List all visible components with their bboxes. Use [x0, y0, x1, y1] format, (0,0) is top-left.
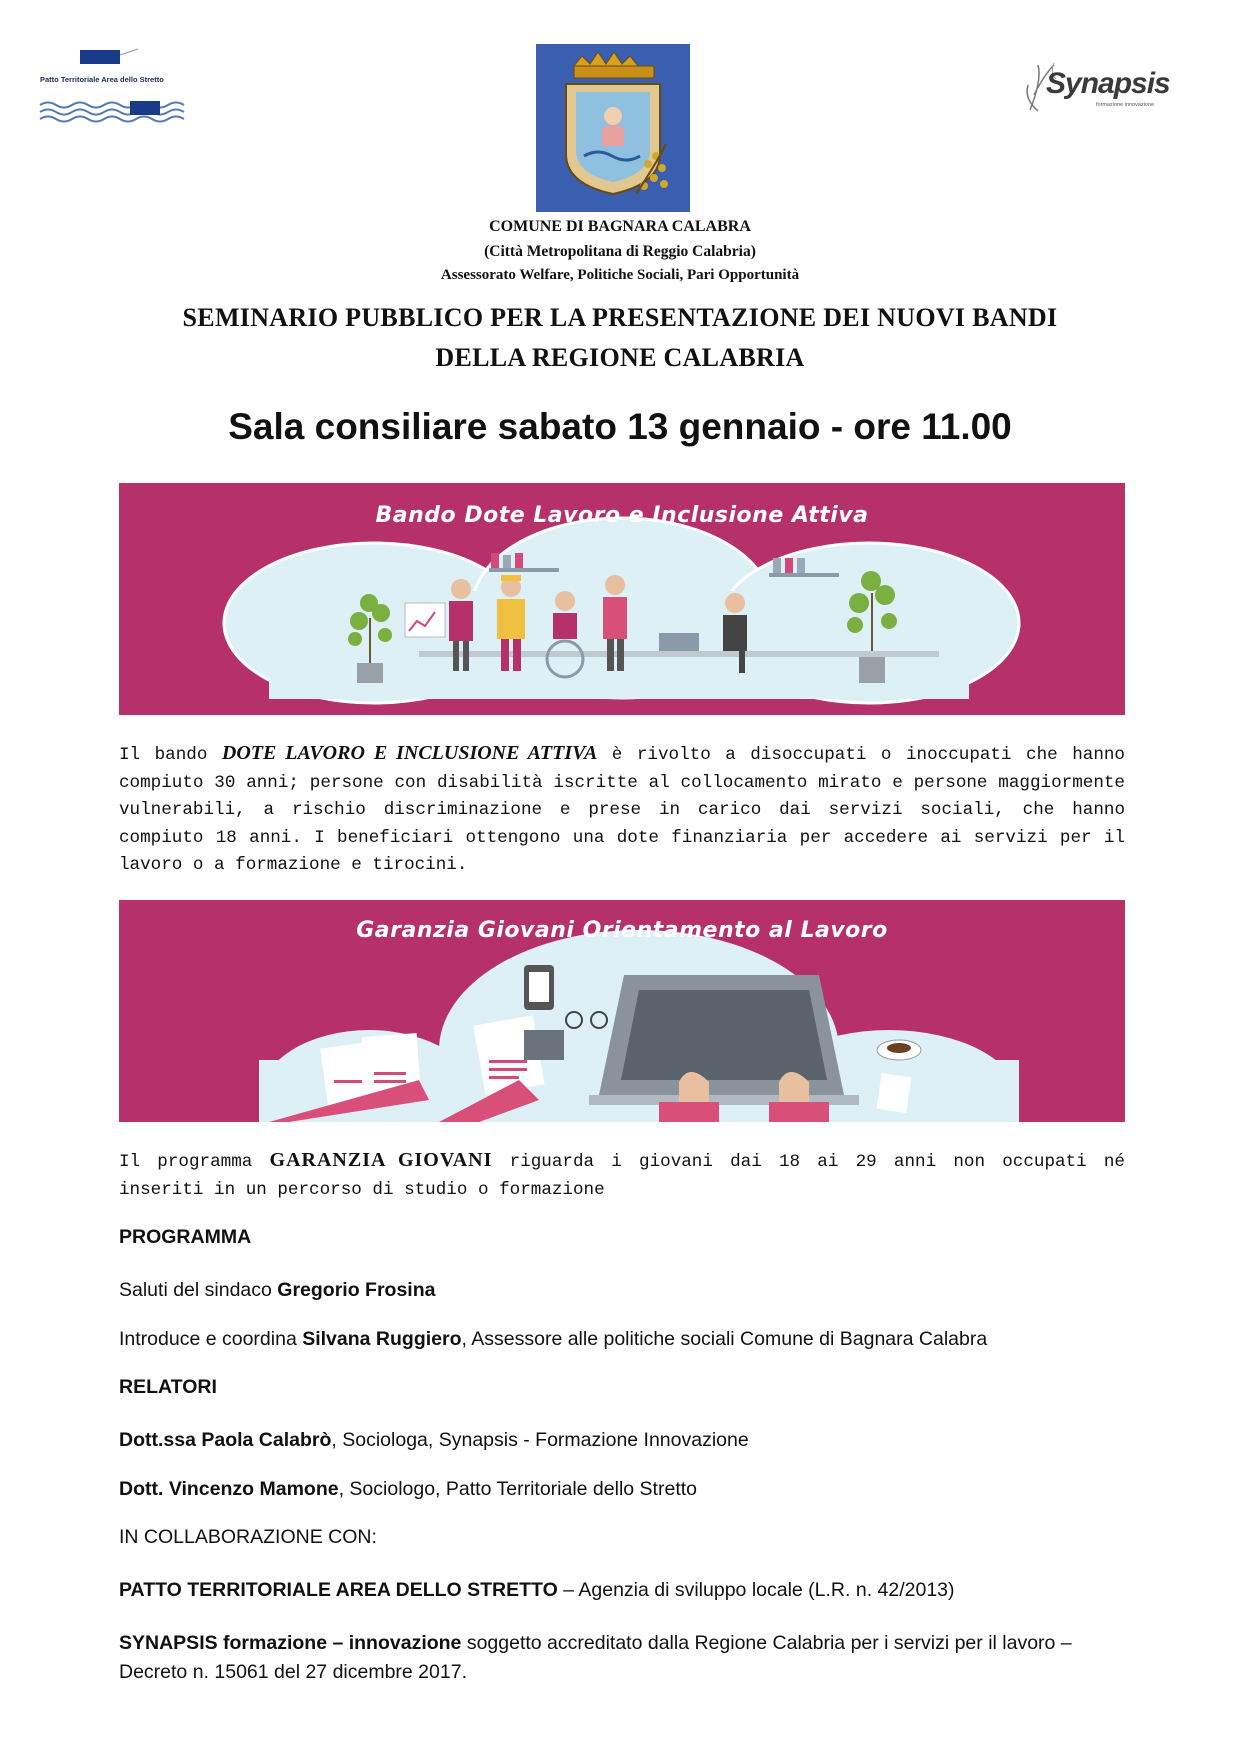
partner-1-name: PATTO TERRITORIALE AREA DELLO STRETTO: [119, 1579, 558, 1601]
intro-line: [119, 1328, 1129, 1351]
para1-prefix: Il bando: [119, 745, 222, 765]
speaker-2-role: , Sociologo, Patto Territoriale dello Stretto: [338, 1478, 697, 1500]
partner-1: [119, 1579, 1129, 1602]
relatori-heading: RELATORI: [119, 1376, 217, 1398]
collaborazione-heading: IN COLLABORAZIONE CON:: [119, 1526, 377, 1548]
para2-rest: riguarda i giovani dai 18 ai 29 anni non occupati né inseriti in un percorso di studio o formazione: [119, 1152, 1125, 1200]
speaker-1: [119, 1429, 1129, 1452]
patto-logo-text: Patto Territoriale Area dello Stretto: [40, 75, 164, 84]
banner-garanzia-giovani: [119, 900, 1125, 1122]
speaker-1-role: , Sociologa, Synapsis - Formazione Innovazione: [331, 1429, 749, 1451]
laptop: [589, 975, 859, 1105]
banner-dote-lavoro-title: Bando Dote Lavoro e Inclusione Attiva: [375, 503, 869, 528]
partner-2-name: SYNAPSIS formazione – innovazione: [119, 1632, 462, 1654]
partner-2-decree: Decreto n. 15061 del 27 dicembre 2017.: [119, 1661, 467, 1683]
synapsis-logo-sub: formazione innovazione: [1096, 102, 1155, 108]
municipality-name: COMUNE DI BAGNARA CALABRA: [489, 218, 751, 235]
bagnara-crest: [536, 44, 690, 212]
greeting-line: [119, 1279, 1129, 1302]
partner-2-rest: soggetto accreditato dalla Regione Calabria per i servizi per il lavoro –: [461, 1632, 1072, 1654]
venue-datetime: Sala consiliare sabato 13 gennaio - ore 11.00: [228, 406, 1012, 447]
banner-dote-lavoro: [119, 483, 1125, 715]
mayor-name: Gregorio Frosina: [277, 1279, 436, 1301]
speaker-2-name: Dott. Vincenzo Mamone: [119, 1478, 339, 1500]
seminar-title-line2: DELLA REGIONE CALABRIA: [435, 343, 805, 372]
calculator: [524, 1030, 564, 1060]
metro-city: (Città Metropolitana di Reggio Calabria): [484, 243, 756, 260]
greeting-prefix: Saluti del sindaco: [119, 1279, 278, 1301]
synapsis-logo: [1020, 55, 1175, 125]
speaker-1-name: Dott.ssa Paola Calabrò: [119, 1429, 332, 1451]
partner-1-rest: – Agenzia di sviluppo locale (L.R. n. 42/2013): [557, 1579, 955, 1601]
patto-territoriale-logo: [38, 45, 208, 130]
para2-prefix: Il programma: [119, 1152, 270, 1172]
intro-prefix: Introduce e coordina: [119, 1328, 303, 1350]
partner-2: [119, 1632, 1129, 1655]
para1-rest: è rivolto a disoccupati o inoccupati che hanno compiuto 30 anni; persone con disabilità iscritte al collocamento mirato e persone maggiormente vulnerabili, a rischio discriminazione e prese in carico dai servizi sociali, che hanno compiuto 18 anni. I beneficiari ottengono una dote finanziaria per accedere ai servizi per il lavoro o a formazione e tirocini.: [119, 745, 1125, 875]
banner-garanzia-giovani-title: Garanzia Giovani Orientamento al Lavoro: [356, 918, 888, 943]
intro-rest: , Assessore alle politiche sociali Comune di Bagnara Calabra: [461, 1328, 988, 1350]
seminar-title-line1: SEMINARIO PUBBLICO PER LA PRESENTAZIONE DEI NUOVI BANDI: [182, 303, 1058, 332]
dote-lavoro-description: [119, 740, 1125, 880]
coordinator-name: Silvana Ruggiero: [302, 1328, 462, 1350]
speaker-2: [119, 1478, 1129, 1501]
programma-heading: PROGRAMMA: [119, 1226, 252, 1248]
synapsis-logo-text: Synapsis: [1046, 67, 1170, 100]
department: Assessorato Welfare, Politiche Sociali, Pari Opportunità: [440, 267, 800, 283]
garanzia-giovani-description: [119, 1147, 1125, 1204]
para1-emphasis: DOTE LAVORO E INCLUSIONE ATTIVA: [221, 742, 598, 764]
para2-emphasis: GARANZIA GIOVANI: [269, 1149, 493, 1171]
